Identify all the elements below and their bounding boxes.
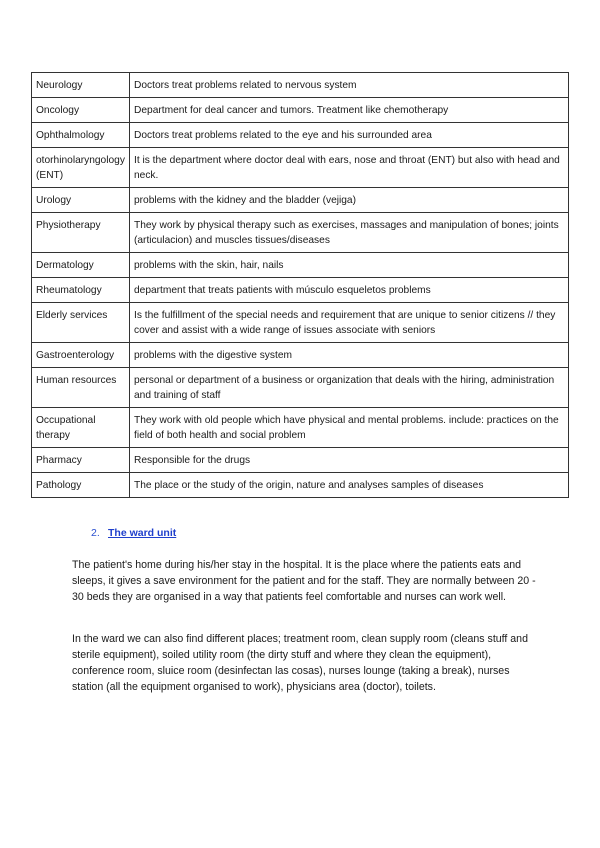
department-description: It is the department where doctor deal with ears, nose and throat (ENT) but also with head and neck.	[130, 148, 569, 188]
table-row	[32, 473, 569, 498]
department-name: Urology	[32, 188, 130, 213]
table-row	[32, 278, 569, 303]
department-name: Pharmacy	[32, 448, 130, 473]
departments-table	[31, 72, 569, 498]
department-name: Neurology	[32, 73, 130, 98]
department-name: Ophthalmology	[32, 123, 130, 148]
department-description: Doctors treat problems related to the eye and his surrounded area	[130, 123, 569, 148]
department-description: problems with the digestive system	[130, 343, 569, 368]
department-description: Doctors treat problems related to nervous system	[130, 73, 569, 98]
department-name: otorhinolaryngology(ENT)	[32, 148, 130, 188]
department-name: Physiotherapy	[32, 213, 130, 253]
paragraph-ward-definition: The patient's home during his/her stay in the hospital. It is the place where the patients eats and sleeps, it gives a save environment for the patient and for the staff. They are normally between 20 - 30 beds they are organised in a way that patients feel comfortable and nurses can work well.	[72, 559, 536, 603]
department-name: Human resources	[32, 368, 130, 408]
department-description: Responsible for the drugs	[130, 448, 569, 473]
table-row	[32, 98, 569, 123]
department-name: Elderly services	[32, 303, 130, 343]
department-name: Occupational therapy	[32, 408, 130, 448]
department-description: Is the fulfillment of the special needs and requirement that are unique to senior citizens // they cover and assist with a wide range of issues associate with seniors	[130, 303, 569, 343]
table-row	[32, 148, 569, 188]
department-description: problems with the kidney and the bladder (vejiga)	[130, 188, 569, 213]
department-description: personal or department of a business or organization that deals with the hiring, administration and training of staff	[130, 368, 569, 408]
table-row	[32, 213, 569, 253]
table-row	[32, 343, 569, 368]
department-description: They work by physical therapy such as exercises, massages and manipulation of bones; joints (articulacion) and muscles tissues/diseases	[130, 213, 569, 253]
table-row	[32, 303, 569, 343]
department-description: department that treats patients with músculo esqueletos problems	[130, 278, 569, 303]
department-description: They work with old people which have physical and mental problems. include: practices on the field of both health and social problem	[130, 408, 569, 448]
paragraph-ward-places: In the ward we can also find different places; treatment room, clean supply room (cleans stuff and sterile equipment), soiled utility room (the dirty stuff and where they clean the equipment), conference room, sluice room (desinfectan las cosas), nurses lounge (taking a break), nurses station (all the equipment organised to work), physicians area (doctor), toilets.	[72, 633, 528, 693]
table-row	[32, 188, 569, 213]
table-row	[32, 368, 569, 408]
section-title: The ward unit	[108, 527, 177, 539]
table-row	[32, 253, 569, 278]
department-description: problems with the skin, hair, nails	[130, 253, 569, 278]
table-row	[32, 448, 569, 473]
department-name: Pathology	[32, 473, 130, 498]
department-name: Gastroenterology	[32, 343, 130, 368]
section-number: 2.	[91, 527, 100, 539]
table-row	[32, 123, 569, 148]
department-description: Department for deal cancer and tumors. Treatment like chemotherapy	[130, 98, 569, 123]
table-row	[32, 408, 569, 448]
department-name: Rheumatology	[32, 278, 130, 303]
table-row	[32, 73, 569, 98]
department-description: The place or the study of the origin, nature and analyses samples of diseases	[130, 473, 569, 498]
section-heading	[91, 526, 176, 540]
department-name: Dermatology	[32, 253, 130, 278]
department-name: Oncology	[32, 98, 130, 123]
